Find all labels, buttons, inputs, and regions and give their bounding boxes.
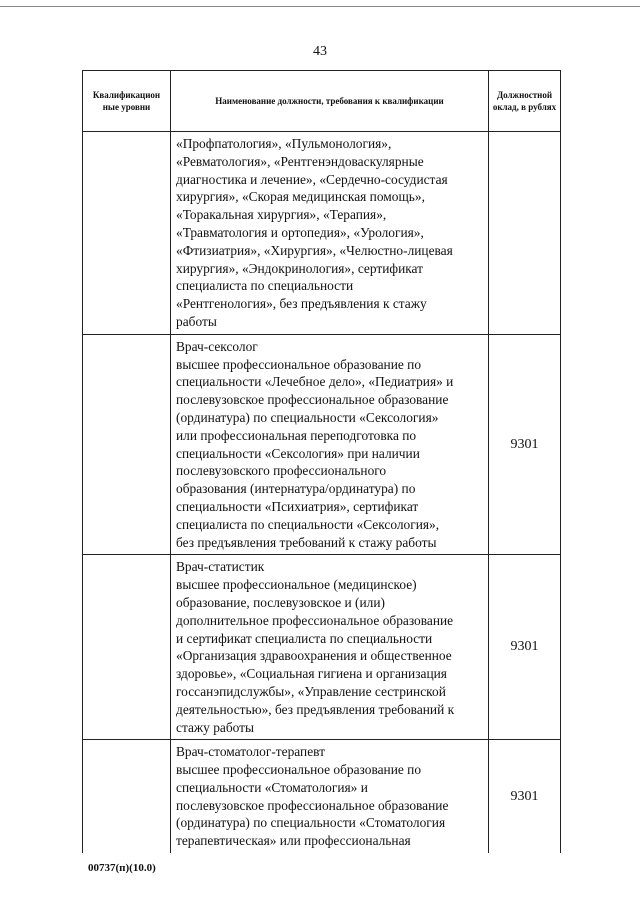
table-row: [83, 740, 561, 853]
scan-top-edge-line: [0, 6, 640, 7]
table-row: [83, 555, 561, 740]
salary-cell: 9301: [489, 334, 561, 555]
salary-cell: 9301: [489, 555, 561, 740]
salary-cell: [489, 132, 561, 335]
qualification-level-cell: [83, 555, 171, 740]
position-requirements-text: Врач-статистик высшее профессиональное (медицинское) образование, послевузовское и (или) дополнительное профессиональное образование и сертификат специалиста по специальности «Организация здравоохранения и общественное здоровье», «Социальная гигиена и организация госсанэпидслужбы», «Управление сестринской деятельностью», без предъявления требований к стажу работы: [176, 559, 455, 735]
document-code: 00737(п)(10.0): [88, 862, 156, 874]
salary-table: [82, 70, 561, 853]
qualification-level-cell: [83, 334, 171, 555]
position-requirements-text: Врач-сексолог высшее профессиональное образование по специальности «Лечебное дело», «Педиатрия» и послевузовское профессиональное образование (ординатура) по специальности «Сексология» или профессиональная переподготовка по специальности «Сексология» при наличии послевузовского профессионального образования (интернатура/ординатура) по специальности «Психиатрия», сертификат специалиста по специальности «Сексология», без предъявления требований к стажу работы: [176, 338, 454, 550]
position-requirements-text: «Профпатология», «Пульмонология», «Ревматология», «Рентгенэндоваскулярные диагностика и лечение», «Сердечно-сосудистая хирургия», «Скорая медицинская помощь», «Торакальная хирургия», «Терапия», «Травматология и ортопедия», «Урология», «Фтизиатрия», «Хирургия», «Челюстно-лицевая хирургия», «Эндокринология», сертификат специалиста по специальности «Рентгенология», без предъявления к стажу работы: [176, 136, 453, 329]
header-qualification-levels: Квалификацион ные уровни: [83, 71, 171, 132]
page-number: 43: [313, 44, 327, 59]
header-salary: Должностной оклад, в рублях: [489, 71, 561, 132]
qualification-level-cell: [83, 740, 171, 853]
table-header-row: [83, 71, 561, 132]
position-requirements-text: Врач-стоматолог-терапевт высшее профессиональное образование по специальности «Стоматология» и послевузовское профессиональное образование (ординатура) по специальности «Стоматология терапевтическая» или профессиональная: [176, 744, 449, 849]
qualification-level-cell: [83, 132, 171, 335]
table-row: [83, 334, 561, 555]
header-position-requirements: Наименование должности, требования к квалификации: [171, 71, 489, 132]
salary-cell: 9301: [489, 740, 561, 853]
table-row: [83, 132, 561, 335]
